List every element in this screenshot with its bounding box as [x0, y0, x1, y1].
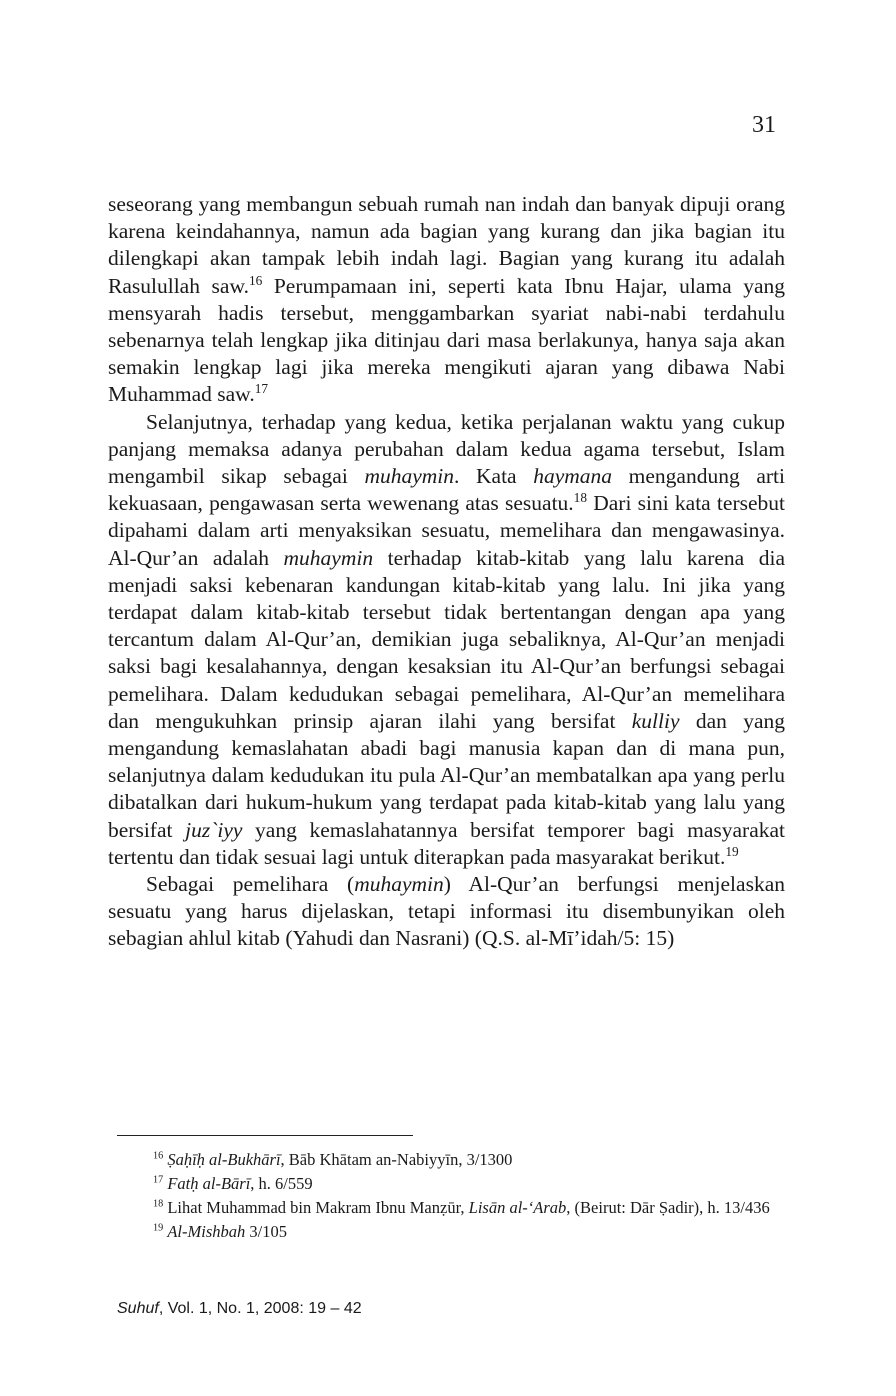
text-run: . Kata — [454, 464, 534, 489]
footnotes — [117, 1148, 787, 1244]
text-run: , (Beirut: Dār Ṣadir), h. 13/436 — [566, 1198, 770, 1217]
text-run: Selanjutnya, terhadap yang kedua, ketika perjalanan waktu yang cukup panjang memaksa adanya perubahan dalam kedua agama tersebut, Islam mengambil sikap sebagai — [108, 409, 785, 489]
italic-term: muhaymin — [283, 545, 374, 570]
italic-term: muhaymin — [364, 464, 455, 489]
footnote-number: 17 — [153, 1174, 164, 1186]
footnote — [117, 1172, 787, 1196]
text-run: ) Al-Qur’an berfungsi menjelaskan sesuatu yang harus dijelaskan, tetapi informasi itu disembunyikan oleh sebagian ahlul kitab (Yahudi dan Nasrani) (Q.S. al-Mī’idah/5: 15) — [108, 872, 785, 951]
footnote-ref: 18 — [573, 490, 587, 506]
paragraph — [108, 409, 785, 871]
footnote-number: 16 — [153, 1150, 164, 1162]
paragraph — [108, 191, 785, 409]
text-run: Sebagai pemelihara ( — [146, 872, 355, 897]
text-run: dan yang mengandung kemaslahatan abadi bagi manusia kapan dan di mana pun, selanjutnya dalam kedudukan itu pula Al-Qur’an membatalkan apa yang perlu dibatalkan dari hukum-hukum yang terdapat pada kitab-kitab yang lalu yang bersifat — [108, 708, 785, 842]
journal-citation: , Vol. 1, No. 1, 2008: 19 – 42 — [158, 1300, 362, 1317]
text-run: 3/105 — [245, 1222, 287, 1241]
footnote-rule — [117, 1135, 413, 1136]
text-run: Perumpamaan ini, seperti kata Ibnu Hajar, ulama yang mensyarah hadis tersebut, menggambarkan syariat nabi-nabi terdahulu sebenarnya telah lengkap jika ditinjau dari masa berlakunya, hanya saja akan semakin lengkap lagi jika mereka mengikuti ajaran yang dibawa Nabi Muhammad saw. — [108, 273, 785, 407]
text-run: , h. 6/559 — [250, 1174, 313, 1193]
text-run: terhadap kitab-kitab yang lalu karena dia menjadi saksi kebenaran kandungan kitab-kitab yang lalu. Ini jika yang terdapat dalam kitab-kitab tersebut tidak bertentangan dengan apa yang tercantum dalam Al-Qur’an, demikian juga sebaliknya, Al-Qur’an menjadi saksi bagi kesalahannya, dengan kesaksian itu Al-Qur’an berfungsi sebagai pemelihara. Dalam kedudukan sebagai pemelihara, Al-Qur’an memelihara dan mengukuhkan prinsip ajaran ilahi yang bersifat — [108, 545, 785, 733]
page-number: 31 — [752, 112, 776, 138]
italic-term: Fatḥ al-Bārī — [167, 1174, 251, 1193]
text-run: mengandung arti kekuasaan, pengawasan serta wewenang atas sesuatu. — [108, 464, 785, 516]
italic-term: juz`iyy — [185, 817, 243, 842]
paragraph — [108, 871, 785, 953]
italic-term: Lisān al-‘Arab — [468, 1198, 567, 1217]
italic-term: muhaymin — [354, 872, 444, 897]
text-run: , Bāb Khātam an-Nabiyyīn, 3/1300 — [280, 1150, 513, 1169]
italic-term: Al-Mishbah — [167, 1222, 246, 1241]
journal-name: Suhuf — [117, 1300, 159, 1317]
footnote — [117, 1196, 787, 1220]
text-run: yang kemaslahatannya bersifat temporer bagi masyarakat tertentu dan tidak sesuai lagi untuk diterapkan pada masyarakat berikut. — [108, 817, 786, 869]
footnote — [117, 1148, 787, 1172]
footnote-number: 18 — [153, 1198, 164, 1210]
italic-term: haymana — [533, 464, 613, 489]
body-text — [108, 191, 785, 953]
text-run: seseorang yang membangun sebuah rumah nan indah dan banyak dipuji orang karena keindahannya, namun ada bagian yang kurang dan jika bagian itu dilengkapi akan tampak lebih indah lagi. Bagian yang kurang itu adalah Rasulullah saw. — [108, 192, 785, 298]
running-footer — [117, 1300, 362, 1318]
italic-term: kulliy — [631, 708, 680, 733]
italic-term: Ṣaḥīḥ al-Bukhārī — [167, 1150, 281, 1169]
footnote-number: 19 — [153, 1222, 164, 1234]
text-run: Lihat Muhammad bin Makram Ibnu Manẓūr, — [167, 1198, 469, 1217]
footnote-ref: 16 — [248, 272, 263, 288]
footnote — [117, 1220, 787, 1244]
text-run: Dari sini kata tersebut dipahami dalam arti menyaksikan sesuatu, memelihara dan mengawasinya. Al-Qur’an adalah — [108, 491, 785, 570]
footnote-ref: 17 — [254, 381, 269, 397]
footnote-ref: 19 — [725, 843, 739, 859]
